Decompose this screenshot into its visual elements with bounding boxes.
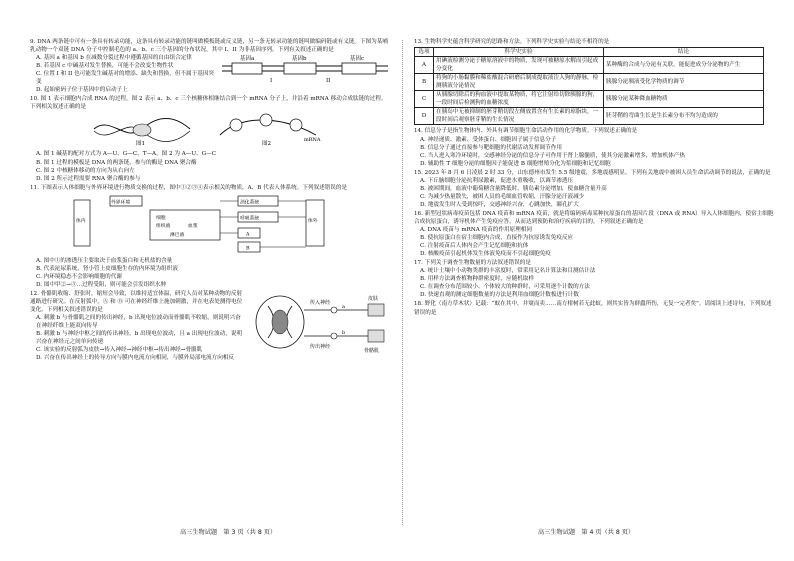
digestive-system-label: 消化系统 bbox=[240, 200, 260, 206]
row-conclusion: 某种酶的合成与分泌有关联，能促进成分分泌物的产生 bbox=[604, 57, 764, 74]
option-a: A. 统计土壤中小动物类群的丰富度时，常采用记名计算法和目测估计法 bbox=[420, 268, 596, 275]
question-16 bbox=[414, 210, 774, 258]
header-conclusion: 结论 bbox=[604, 48, 764, 57]
row-conclusion: 胰腺分泌胰液受化学物质的调节 bbox=[604, 74, 764, 91]
option-c: C. 在调查分布范围较小、个体较大的种群时，可采用逐个计数的方法 bbox=[420, 284, 590, 291]
option-b: B. 用样方法调查植物种群密度时，应随机取样 bbox=[420, 276, 534, 283]
row-experiment: 用碘液检测分泌于糖原溶液中的物质，发现可被糖原水解而引起成分变化 bbox=[434, 57, 604, 74]
skin-label: 皮肤 bbox=[368, 295, 379, 302]
skeletal-muscle-label: 骨骼肌 bbox=[364, 347, 380, 354]
option-d: D. 核酸疫苗引起机体发生体液免疫而不引起细胞免疫 bbox=[420, 251, 551, 258]
gene-c-label: 基因c bbox=[350, 56, 365, 63]
left-page bbox=[30, 38, 390, 363]
option-d: D. 图中甲②→③…过程受阻，则可能会引发组织水肿 bbox=[36, 281, 166, 288]
option-d: D. 地震发生时人受到惊吓，交感神经兴奋，心跳加快，瞳孔扩大 bbox=[420, 201, 579, 208]
system-a-label: A bbox=[246, 232, 250, 238]
question-14 bbox=[414, 127, 774, 167]
option-a: A. 下丘脑细胞分泌抗利尿激素，促进水重吸收，以调节渗透压 bbox=[420, 177, 574, 184]
row-option: A bbox=[415, 57, 434, 74]
table-row bbox=[415, 91, 764, 108]
option-c: C. 内环境稳态不会影响细胞的代谢 bbox=[36, 273, 122, 280]
row-experiment: 从胰腺切除后的狗血液中提取某物质，将它注射给切除胰腺的狗，一段时间后检测狗的血糖浓度 bbox=[434, 91, 604, 108]
table-row bbox=[415, 108, 764, 125]
cell-label: 细胞 bbox=[156, 215, 166, 221]
row-option: D bbox=[415, 108, 434, 125]
option-b: B. 图 1 过程的模板是 DNA 的两条链，参与的酶是 DNA 聚合酶 bbox=[36, 159, 197, 166]
option-a: A. 刺激 b 与骨骼肌之间的传出神经，b 出现电位波动而骨骼肌不收缩，则说明兴奋在神经纤维上能双向传导 bbox=[36, 315, 241, 330]
question-10 bbox=[30, 95, 390, 182]
question-18 bbox=[414, 300, 774, 316]
option-c: C. 注射疫苗后人体内会产生记忆细胞和抗体 bbox=[420, 243, 529, 250]
gene-diagram bbox=[220, 54, 390, 91]
option-c: C. 图 2 中核糖体移动的方向为从右向左 bbox=[36, 167, 135, 174]
question-9 bbox=[30, 38, 390, 94]
question-stem: 18. 野化（南方草木状）记载：“蚁在其中，并窠而卖……南方柑树若无此蚁，则其实皆为群蠹所伤，无复一完者矣”。请阅读上述诗句，下列叙述错误的是 bbox=[414, 301, 772, 316]
header-experiment: 科学史实验 bbox=[434, 48, 604, 57]
option-d: D. 图 2 所示过程需要 RNA 聚合酶的参与 bbox=[36, 175, 141, 182]
row-experiment: 在胰岛中无被抑制的胚芽鞘切段左侧放置含有生长素的琼脂块，一段时间后观察胚芽鞘的生长情况 bbox=[434, 108, 604, 125]
option-b: B. 代表泌尿系统，肾小管上皮细胞生存的内环境为组织液 bbox=[36, 265, 178, 272]
option-b: B. 信息分子通过直接参与靶细胞的代谢活动发挥调节作用 bbox=[420, 144, 562, 151]
question-stem: 14. 信息分子是指生物体内、外具有调节细胞生命活动作用的化学物质。下列叙述正确的是 bbox=[414, 128, 638, 135]
option-d: D. 兴奋在传出神经上的传导方向与膜内电流方向相同，与膜外局部电流方向相反 bbox=[36, 355, 235, 362]
table-header-row bbox=[415, 48, 764, 57]
option-a: A. DNA 疫苗与 mRNA 疫苗的作用原理相同 bbox=[420, 227, 532, 234]
external-environment-label: 外界环境 bbox=[111, 200, 131, 206]
outside-body-label: 体外 bbox=[308, 218, 318, 224]
tissue-fluid-label: 组织液 bbox=[156, 223, 171, 229]
option-d: D. 辅助性 T 细胞分泌的细胞因子能促进 B 细胞增殖分化为浆细胞和记忆细胞 bbox=[420, 160, 611, 167]
question-17 bbox=[414, 259, 774, 299]
option-c: C. 位置 I 和 II 也可能发生碱基对的增添、缺失和替换，但不属于基因突变 bbox=[36, 71, 215, 86]
row-conclusion: 胰腺分泌某种降血糖物质 bbox=[604, 91, 764, 108]
exchange-diagram bbox=[70, 192, 390, 257]
option-c: C. 该实验的反射弧为皮肤→传入神经→神经中枢→传出神经→骨骼肌 bbox=[36, 347, 203, 354]
question-15 bbox=[414, 169, 774, 209]
option-b: B. 若基因 c 中碱基对发生替换，可能不会改变生物性状 bbox=[36, 63, 174, 70]
option-a: A. 基因 a 和基因 b 在减数分裂过程中遵循基因的自由组合定律 bbox=[36, 55, 192, 62]
option-a: A. 图 1 碱基的配对方式为 A—U、G—C、T—A，图 2 为 A—U、G—C bbox=[36, 151, 217, 158]
transcription-translation-diagram bbox=[90, 111, 390, 150]
question-stem: 11. 下图表示人体细胞与外界环境进行物质交换的过程，图中①②③④表示相关的物质，A、B 代表人体系统。下列叙述错误的是 bbox=[30, 184, 348, 191]
region-i-label: I bbox=[270, 78, 273, 85]
figure-2-label: 图2 bbox=[262, 141, 271, 148]
question-stem: 12. 骨骼肌收缩、舒张时，缩短会导致，以维持适宜体温，研究人员对某种动物的反射通路进行研究。在反射弧中，Ⓐ 和 Ⓑ 可在神经纤维上施加刺激，并在电表处测得电位变化。下列相关叙述错误的是 bbox=[30, 290, 243, 314]
efferent-nerve-label: 传出神经 bbox=[310, 343, 331, 350]
page-divider bbox=[402, 40, 403, 525]
left-page-footer: 高三生物试题 第 3 页（共 8 页） bbox=[180, 529, 277, 536]
option-d: D. 起始密码子位于基因中的启动子上 bbox=[36, 87, 128, 94]
gene-a-label: 基因a bbox=[240, 56, 255, 63]
option-a: A. 神经递质、激素、受体蛋白、细胞因子属于信息分子 bbox=[420, 136, 557, 143]
option-b: B. 被困期间，血液中葡萄糖含量降低时，胰岛素分泌增加，使血糖含量升高 bbox=[420, 185, 607, 192]
row-option: B bbox=[415, 74, 434, 91]
point-a-label: a bbox=[342, 303, 345, 310]
question-stem: 17. 下列关于调查生物数量的方法叙述错误的是 bbox=[414, 260, 531, 267]
point-b-label: b bbox=[342, 329, 346, 336]
history-experiment-table bbox=[414, 47, 764, 125]
option-d: D. 快速直观的测定细胞数量的方法是利用血细胞计数板进行计数 bbox=[420, 292, 579, 299]
gene-b-label: 基因b bbox=[292, 56, 307, 63]
question-stem: 13. 生物科学史蕴含科学研究的思路和方法。下列科学史实验与结论不相符的是 bbox=[414, 39, 610, 45]
table-row bbox=[415, 74, 764, 91]
question-stem: 15. 2023 年 8 月 6 日凌晨 2 时 33 分，山东德州市发生 5.5 级地震，多地震感明显。下列有关地震中被困人员生命活动调节的说法，正确的是 bbox=[414, 169, 771, 176]
option-c: C. 当人进入寒冷环境时，交感神经分泌的信息分子可作用于肾上腺髓质，使其分泌激素增多，增加机体产热 bbox=[420, 152, 685, 159]
question-11 bbox=[30, 184, 390, 289]
reflex-arc-diagram bbox=[250, 290, 390, 359]
plasma-label: 血浆 bbox=[188, 223, 198, 229]
option-b: B. 刺激 b 与神经中枢之间的传出神经，b 出现电位波动，且 a 出现电位波动，说明兴奋在神经元之间单向传递 bbox=[36, 331, 243, 346]
mrna-label: mRNA bbox=[304, 137, 321, 144]
question-stem: 10. 图 1 表示细胞内合成 RNA 的过程，图 2 表示 a、b、c 三个核糖体相继结合到一个 mRNA 分子上，并沿着 mRNA 移动合成肽链的过程。下列相关叙述正确的是 bbox=[30, 96, 387, 111]
afferent-nerve-label: 传入神经 bbox=[310, 299, 331, 306]
right-page-footer: 高三生物试题 第 4 页（共 8 页） bbox=[538, 529, 635, 536]
region-ii-label: II bbox=[326, 78, 331, 85]
question-stem: 9. DNA 两条链中可有一条具有转录功能，这条具有转录功能的链叫做模板链或反义链，另一条无转录功能的链叫做编码链或有义链。下图为某哺乳动物一个双链 DNA 分子中控制毛色的 a、b、c 三个基因的分布状况，其中 I、II 为非基因序列。下列有关叙述正确的是 bbox=[30, 39, 388, 54]
inside-body-label: 体内 bbox=[76, 218, 86, 224]
question-stem: 16. 新型冠状病毒疫苗包括 DNA 疫苗和 mRNA 疫苗，就是将编码病毒某种抗原蛋白的基因片段（DNA 或 RNA）导入人体细胞内，使宿主细胞合成抗原蛋白，诱导机体产生免疫应答，从而达到预防和治疗疾病的目的。下列叙述正确的是 bbox=[414, 210, 774, 225]
question-12 bbox=[30, 290, 390, 362]
header-option: 选项 bbox=[415, 48, 434, 57]
option-c: C. 为减少热量散失，被困人员的毛细血管收缩，汗腺分泌汗液减少 bbox=[420, 193, 585, 200]
table-row bbox=[415, 57, 764, 74]
row-experiment: 将狗的小肠黏膜和稀盐酸混合研磨后制成提取液注入狗的静脉，检测胰液分泌情况 bbox=[434, 74, 604, 91]
right-page bbox=[414, 38, 774, 318]
question-13 bbox=[414, 38, 774, 125]
figure-1-label: 图1 bbox=[136, 141, 145, 148]
row-option: C bbox=[415, 91, 434, 108]
row-conclusion: 胚芽鞘的弯曲生长是生长素分布不均匀造成的 bbox=[604, 108, 764, 125]
option-b: B. 使抗原蛋白在宿主细胞内合成，直接作为抗原诱发免疫反应 bbox=[420, 235, 574, 242]
option-a: A. 图中①的渗透压主要取决于血浆蛋白和无机盐的含量 bbox=[36, 257, 173, 264]
lymph-label: 淋巴液 bbox=[170, 232, 185, 238]
system-b-label: B bbox=[246, 246, 250, 252]
respiratory-system-label: 呼吸系统 bbox=[240, 216, 260, 222]
